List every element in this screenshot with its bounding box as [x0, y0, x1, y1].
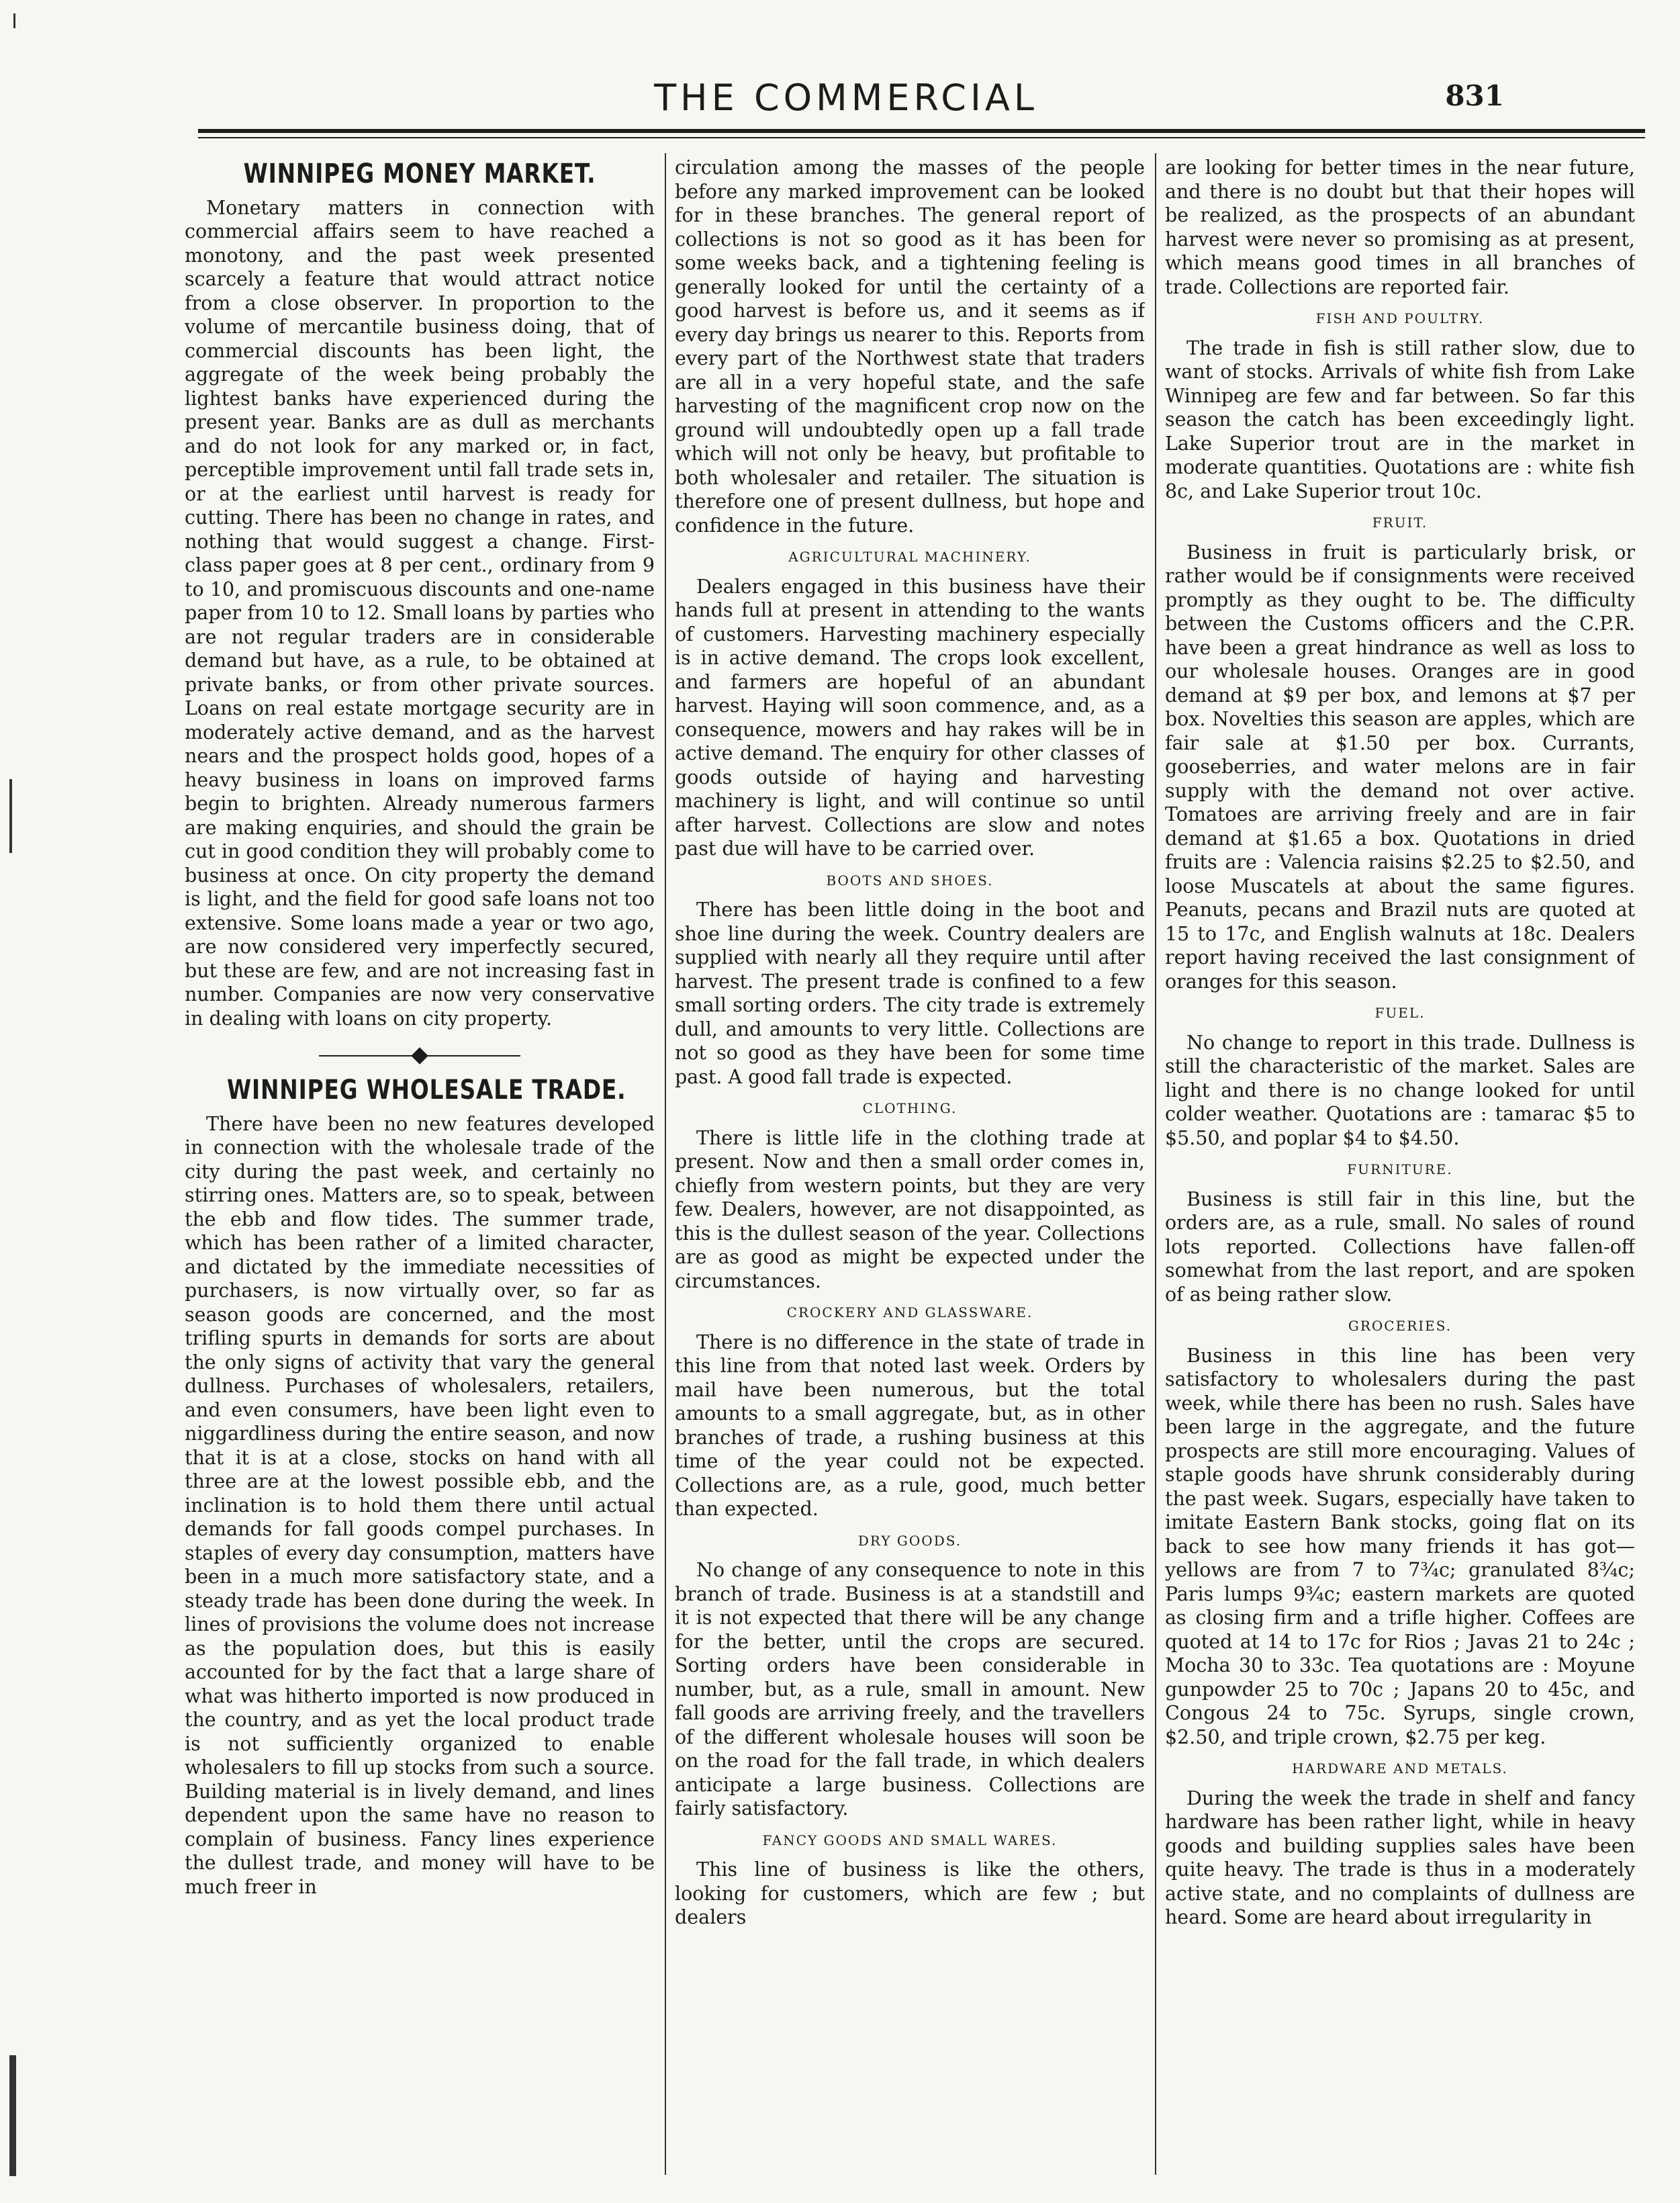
fancy-goods-text-part: This line of business is like the others, looking for customers, which are few ; but dealers: [675, 1858, 1145, 1928]
money-market-headline: WINNIPEG MONEY MARKET.: [243, 159, 596, 189]
subhead-agricultural-machinery: AGRICULTURAL MACHINERY.: [788, 549, 1031, 565]
fancy-goods-text-continued: are looking for better times in the near future, and there is no doubt but that their hopes will be realized, as the prospects of an abundant harvest were never so promising as at present, which means good times in all branches of trade. Collections are reported fair.: [1165, 156, 1635, 298]
hardware-text: During the week the trade in shelf and fancy hardware has been rather light, while in heavy goods and building supplies sales have been quite heavy. The trade is thus in a moderately active state, and no complaints of dullness are heard. Some are heard about irregularity in: [1165, 1787, 1635, 1928]
scan-mark: [9, 779, 12, 853]
masthead: THE COMMERCIAL: [654, 77, 1038, 119]
page-number: 831: [1445, 79, 1504, 112]
scan-mark: [9, 2055, 16, 2176]
money-market-paragraph: Monetary matters in connection with commercial affairs seem to have reached a monotony, and the past week presented scarcely a feature that would attract notice from a close observer. In proportion to the volume of mercantile business doing, that of commercial discounts has been light, the aggregate of the week being probably the lightest banks have experienced during the present year. Banks are as dull as merchants and do not look for any marked or, in fact, perceptible improvement until fall trade sets in, or at the earliest until harvest is ready for cutting. There has been no change in rates, and nothing that would suggest a change. First-class paper goes at 8 per cent., ordinary from 9 to 10, and promiscuous discounts and one-name paper from 10 to 12. Small loans by parties who are not regular traders are in considerable demand but have, as a rule, to be obtained at private banks, or from other private sources. Loans on real estate mortgage security are in moderately active demand, and as the harvest nears and the prospect holds good, hopes of a heavy business in loans on improved farms begin to brighten. Already numerous farmers are making enquiries, and should the grain be cut in good condition they will probably come to business at once. On city property the demand is light, and the field for good safe loans not too extensive. Some loans made a year or two ago, are now considered very imperfectly secured, but these are few, and are not increasing fast in number. Companies are now very conservative in dealing with loans on city property.: [185, 196, 655, 1030]
groceries-text: Business in this line has been very satisfactory to wholesalers during the past week, while there has been no rush. Sales have been large in the aggregate, and the future prospects are still more encouraging. Values of staple goods have shrunk considerably during the past week. Sugars, especially have taken to imitate Eastern Bank stocks, going flat on its back to see how many friends it has got—yellows are from 7 to 7¾c; granulated 8¾c; Paris lumps 9¾c; eastern markets are quoted as closing firm and a trifle higher. Coffees are quoted at 14 to 17c for Rios ; Javas 21 to 24c ; Mocha 30 to 33c. Tea quotations are : Moyune gunpowder 25 to 70c ; Japans 20 to 45c, and Congous 24 to 75c. Syrups, single crown, $2.50, and triple crown, $2.75 per keg.: [1165, 1344, 1635, 1748]
dry-goods-text: No change of any consequence to note in this branch of trade. Business is at a standstill and it is not expected that there will be any change for the better, until the crops are secured. Sorting orders have been considerable in number, but, as a rule, small in amount. New fall goods are arriving freely, and the travellers of the different wholesale houses will soon be on the road for the fall trade, in which dealers anticipate a large business. Collections are fairly satisfactory.: [675, 1559, 1145, 1819]
clothing-text: There is little life in the clothing trade at present. Now and then a small order comes in, chiefly from western points, but they are very few. Dealers, however, are not disappointed, as this is the dullest season of the year. Collections are as good as might be expected under the circumstances.: [675, 1126, 1145, 1292]
subhead-fuel: FUEL.: [1374, 1005, 1426, 1021]
page-header: [188, 64, 1504, 125]
column-divider-2: [1155, 153, 1156, 2175]
subhead-crockery: CROCKERY AND GLASSWARE.: [786, 1304, 1033, 1320]
fruit-text: Business in fruit is particularly brisk, or rather would be if consignments were received promptly as they ought to be. The difficulty between the Customs officers and the C.P.R. have been a great hindrance as well as loss to our wholesale houses. Oranges are in good demand at $9 per box, and lemons at $7 per box. Novelties this season are apples, which are fair sale at $1.50 per box. Currants, gooseberries, and water melons are in fair supply with the demand not over active. Tomatoes are arriving freely and are in fair demand at $1.65 a box. Quotations in dried fruits are : Valencia raisins $2.25 to $2.50, and loose Muscatels at about the same figures. Peanuts, pecans and Brazil nuts are quoted at 15 to 17c, and English walnuts at 18c. Dealers report having received the last consignment of oranges for this season.: [1165, 541, 1635, 993]
agricultural-machinery-text: Dealers engaged in this business have their hands full at present in attending to the wants of customers. Harvesting machinery especially is in active demand. The crops look excellent, and farmers are hopeful of an abundant harvest. Haying will soon commence, and, as a consequence, mowers and hay rakes will be in active demand. The enquiry for other classes of goods outside of haying and harvesting machinery is light, and will continue so until after harvest. Collections are slow and notes past due will have to be carried over.: [675, 575, 1145, 860]
column-divider-1: [665, 153, 666, 2175]
wholesale-trade-headline: WINNIPEG WHOLESALE TRADE.: [227, 1075, 626, 1106]
subhead-fruit: FRUIT.: [1372, 514, 1428, 531]
column-1: [185, 156, 655, 2171]
boots-and-shoes-text: There has been little doing in the boot and shoe line during the week. Country dealers are supplied with nearly all they require until after harvest. The present trade is confined to a few small sorting orders. The city trade is extremely dull, and amounts to very little. Collections are not so good as they have been for some time past. A good fall trade is expected.: [675, 899, 1145, 1088]
subhead-fish-and-poultry: FISH AND POULTRY.: [1315, 310, 1485, 326]
subhead-boots-and-shoes: BOOTS AND SHOES.: [826, 872, 994, 889]
subhead-hardware: HARDWARE AND METALS.: [1292, 1760, 1508, 1777]
subhead-dry-goods: DRY GOODS.: [857, 1532, 962, 1549]
fish-and-poultry-text: The trade in fish is still rather slow, due to want of stocks. Arrivals of white fish from Lake Winnipeg are few and far between. So far this season the catch has been exceedingly light. Lake Superior trout are in the market in moderate quantities. Quotations are : white fish 8c, and Lake Superior trout 10c.: [1165, 336, 1635, 502]
wholesale-intro-part: There have been no new features developed in connection with the wholesale trade of the city during the past week, and certainly no stirring ones. Matters are, so to speak, between the ebb and flow tides. The summer trade, which has been rather of a limited character, and dictated by the immediate necessities of purchasers, is now virtually over, so far as season goods are concerned, and the most trifling spurts in demands for sorts are about the only signs of activity that vary the general dullness. Purchases of wholesalers, retailers, and even consumers, have been light even to niggardliness during the entire season, and now that it is at a close, stocks on hand with all three are at the lowest possible ebb, and the inclination is to hold them there until actual demands for fall goods compel purchases. In staples of every day consumption, matters have been in a much more satisfactory state, and a steady trade has been done during the week. In lines of provisions the volume does not increase as the population does, but this is easily accounted for by the fact that a large share of what was hitherto imported is now produced in the country, and as yet the local product trade is not sufficiently organized to enable wholesalers to fill up stocks from such a source. Building material is in lively demand, and lines dependent upon the same have no reason to complain of business. Fancy lines experience the dullest trade, and money will have to be much freer in: [185, 1112, 655, 1898]
section-ornament: [185, 1042, 655, 1069]
fuel-text: No change to report in this trade. Dullness is still the characteristic of the market. Sales are light and there is no change looked for until colder weather. Quotations are : tamarac $5 to $5.50, and poplar $4 to $4.50.: [1165, 1031, 1635, 1149]
crockery-text: There is no difference in the state of trade in this line from that noted last week. Orders by mail have been numerous, but the total amounts to a small aggregate, but, as in other branches of trade, a rushing business at this time of the year could not be expected. Collections are, as a rule, good, much better than expected.: [675, 1331, 1145, 1520]
column-3: [1165, 156, 1635, 2171]
subhead-clothing: CLOTHING.: [862, 1100, 958, 1116]
wholesale-intro-continued: circulation among the masses of the people before any marked improvement can be looked for in these branches. The general report of collections is not so good as it has been for some weeks back, and a tightening feeling is generally looked for until the certainty of a good harvest is before us, and it seems as if every day brings us nearer to this. Reports from every part of the Northwest state that traders are all in a very hopeful state, and the safe harvesting of the magnificent crop now on the ground will undoubtedly open up a fall trade which will not only be heavy, but profitable to both wholesaler and retailer. The situation is therefore one of present dullness, but hope and confidence in the future.: [675, 156, 1145, 537]
column-2: [675, 156, 1145, 2171]
subhead-fancy-goods: FANCY GOODS AND SMALL WARES.: [762, 1832, 1058, 1848]
scan-mark: [13, 13, 15, 28]
header-rule-thin: [198, 137, 1645, 138]
furniture-text: Business is still fair in this line, but the orders are, as a rule, small. No sales of round lots reported. Collections have fallen-off somewhat from the last report, and are spoken of as being rather slow.: [1165, 1187, 1635, 1306]
subhead-groceries: GROCERIES.: [1348, 1318, 1452, 1334]
header-rule-thick: [198, 129, 1645, 133]
subhead-furniture: FURNITURE.: [1347, 1161, 1453, 1177]
